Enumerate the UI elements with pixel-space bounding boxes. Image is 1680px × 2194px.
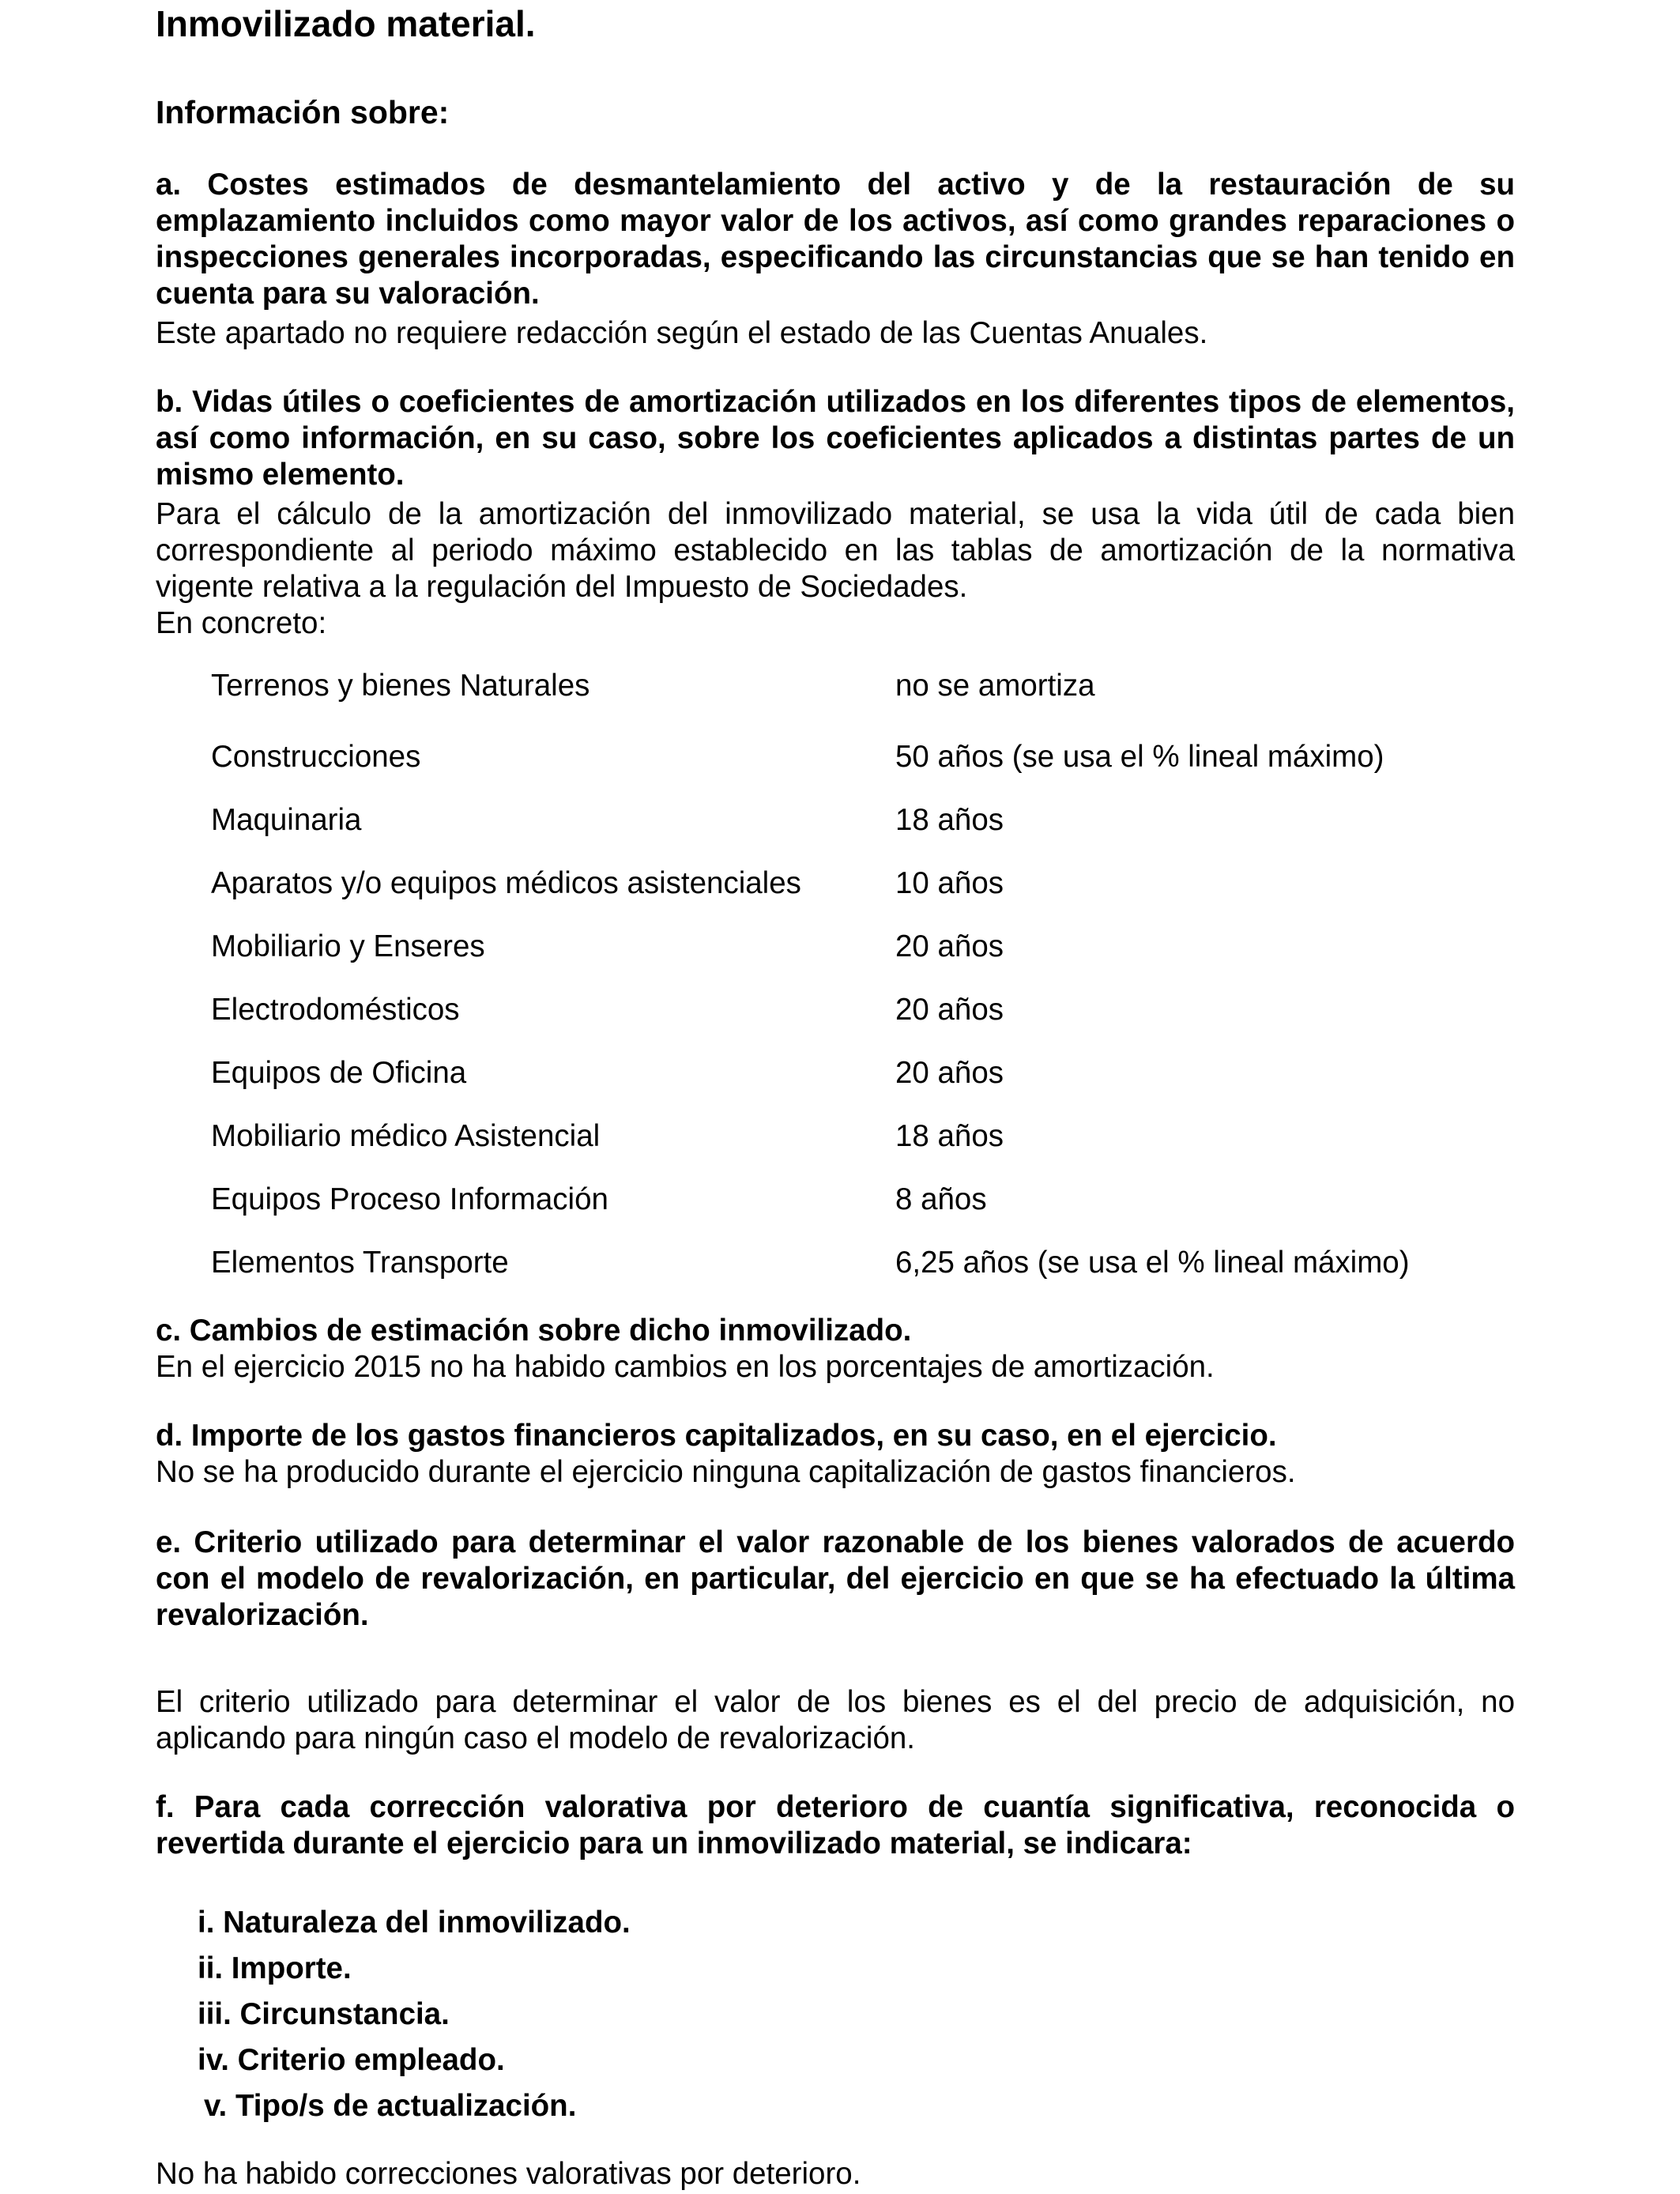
list-item: iv. Criterio empleado. [198,2043,505,2077]
section-e-body: El criterio utilizado para determinar el valor de los bienes es el del precio de adquisición, no aplicando para ningún caso el modelo de revalorización. [156,1685,1515,1755]
row-value: no se amortiza [895,669,1095,703]
row-label: Terrenos y bienes Naturales [211,669,590,703]
list-item: ii. Importe. [198,1951,352,1985]
section-b-heading: b. Vidas útiles o coeficientes de amortización utilizados en los diferentes tipos de elementos, así como información, en su caso, sobre los coeficientes aplicados a distintas partes de un mismo elemento. [156,385,1515,492]
row-value: 20 años [895,993,1004,1027]
row-label: Mobiliario y Enseres [211,929,485,963]
section-b-body: Para el cálculo de la amortización del inmovilizado material, se usa la vida útil de cada bien correspondiente al periodo máximo establecido en las tablas de amortización de la normativa vigente relativa a la regulación del Impuesto de Sociedades. [156,497,1515,604]
section-a-body: Este apartado no requiere redacción según el estado de las Cuentas Anuales. [156,316,1208,350]
row-label: Maquinaria [211,803,362,837]
row-value: 6,25 años (se usa el % lineal máximo) [895,1246,1410,1280]
row-value: 10 años [895,866,1004,900]
row-label: Electrodomésticos [211,993,460,1027]
page-title: Inmovilizado material. [156,3,536,44]
row-value: 18 años [895,1119,1004,1153]
section-c-body: En el ejercicio 2015 no ha habido cambios en los porcentajes de amortización. [156,1350,1215,1384]
list-item: v. Tipo/s de actualización. [204,2089,577,2123]
section-d-body: No se ha producido durante el ejercicio ninguna capitalización de gastos financieros. [156,1455,1296,1489]
row-value: 8 años [895,1182,987,1216]
row-value: 50 años (se usa el % lineal máximo) [895,740,1384,774]
section-a-heading: a. Costes estimados de desmantelamiento del activo y de la restauración de su emplazamiento incluidos como mayor valor de los activos, así como grandes reparaciones o inspecciones generales incorporadas, especificando las circunstancias que se han tenido en cuenta para su valoración. [156,168,1515,311]
section-e-heading: e. Criterio utilizado para determinar el valor razonable de los bienes valorados de acuerdo con el modelo de revalorización, en particular, del ejercicio en que se ha efectuado la última revalorización. [156,1525,1515,1632]
section-d-heading: d. Importe de los gastos financieros capitalizados, en su caso, en el ejercicio. [156,1419,1277,1453]
section-c-heading: c. Cambios de estimación sobre dicho inmovilizado. [156,1314,912,1348]
row-value: 20 años [895,1056,1004,1090]
row-label: Elementos Transporte [211,1246,509,1280]
row-value: 20 años [895,929,1004,963]
page-subtitle: Información sobre: [156,94,450,130]
row-label: Aparatos y/o equipos médicos asistenciales [211,866,801,900]
section-f-body: No ha habido correcciones valorativas por deterioro. [156,2157,861,2191]
row-label: Construcciones [211,740,421,774]
row-label: Equipos Proceso Información [211,1182,608,1216]
section-b-intro: En concreto: [156,606,327,640]
row-value: 18 años [895,803,1004,837]
row-label: Mobiliario médico Asistencial [211,1119,601,1153]
section-f-heading: f. Para cada corrección valorativa por deterioro de cuantía significativa, reconocida o revertida durante el ejercicio para un inmovilizado material, se indicara: [156,1790,1515,1860]
row-label: Equipos de Oficina [211,1056,467,1090]
list-item: i. Naturaleza del inmovilizado. [198,1906,631,1940]
list-item: iii. Circunstancia. [198,1997,450,2031]
